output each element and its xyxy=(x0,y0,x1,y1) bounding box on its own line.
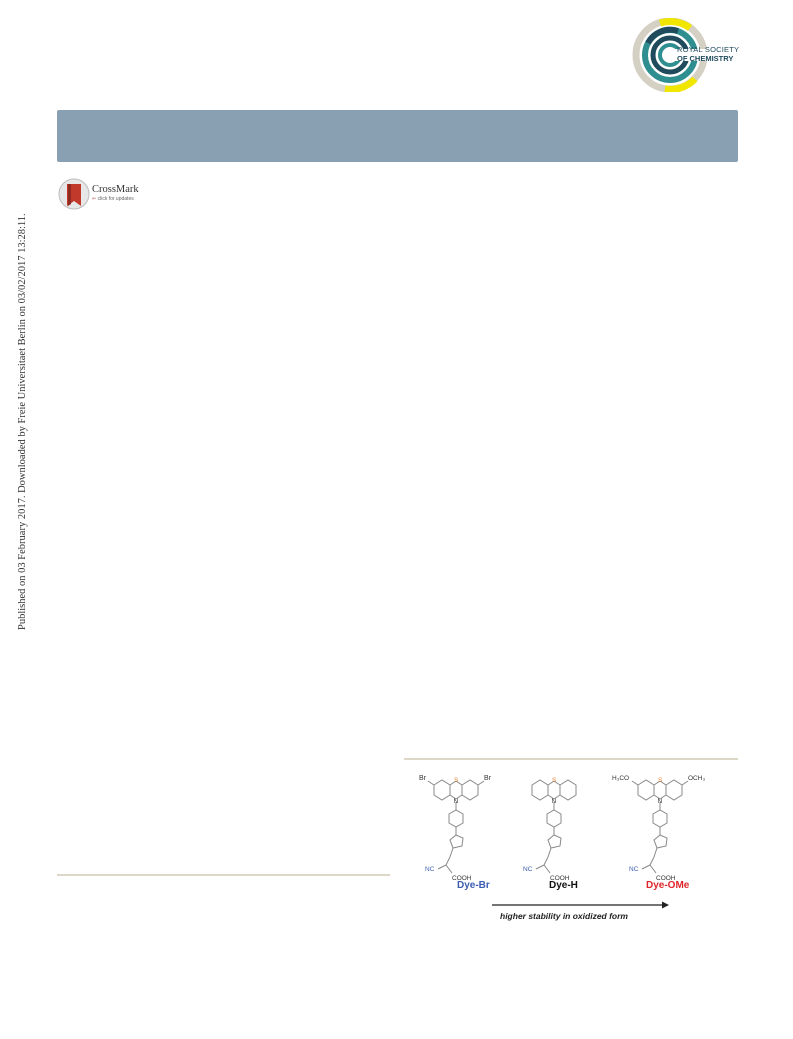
br-right-label: Br xyxy=(484,775,491,782)
atom-n: N xyxy=(453,798,459,805)
stability-caption: higher stability in oxidized form xyxy=(500,911,628,921)
dye-br-structure xyxy=(419,775,492,882)
cooh-label: COOH xyxy=(656,875,676,882)
right-column-rule xyxy=(404,758,738,760)
crossmark-sublabel[interactable] xyxy=(92,196,134,202)
dye-br-label: Dye-Br xyxy=(457,880,490,891)
journal-banner xyxy=(57,110,738,162)
rsc-logo-text xyxy=(677,45,739,63)
dye-h-structure xyxy=(523,777,576,882)
logo-line-2: OF CHEMISTRY xyxy=(677,54,734,63)
crossmark-sublabel-text: click for updates xyxy=(97,196,134,202)
right-arrow-icon xyxy=(490,900,670,910)
crossmark-label[interactable]: CrossMark xyxy=(92,184,139,195)
atom-n: N xyxy=(657,798,663,805)
left-column-rule xyxy=(57,874,390,876)
dye-ome-structure xyxy=(612,775,705,882)
atom-n: N xyxy=(551,798,557,805)
nc-label: NC xyxy=(629,866,639,873)
atom-s: S xyxy=(552,777,557,784)
left-arrow-icon: ⇐ xyxy=(92,196,97,202)
dye-h-label: Dye-H xyxy=(549,880,578,891)
nc-label: NC xyxy=(425,866,435,873)
ome-right-label: OCH₃ xyxy=(688,775,706,782)
download-notice: Published on 03 February 2017. Downloaded by Freie Universitaet Berlin on 03/02/2017 13:28:11. xyxy=(17,213,28,630)
dye-ome-label: Dye-OMe xyxy=(646,880,690,891)
logo-line-1: ROYAL SOCIETY xyxy=(677,45,740,54)
cooh-label: COOH xyxy=(452,875,472,882)
ome-left-label: H₃CO xyxy=(612,775,630,782)
atom-s: S xyxy=(658,777,663,784)
nc-label: NC xyxy=(523,866,533,873)
cooh-label: COOH xyxy=(550,875,570,882)
atom-s: S xyxy=(454,777,459,784)
br-left-label: Br xyxy=(419,775,426,782)
